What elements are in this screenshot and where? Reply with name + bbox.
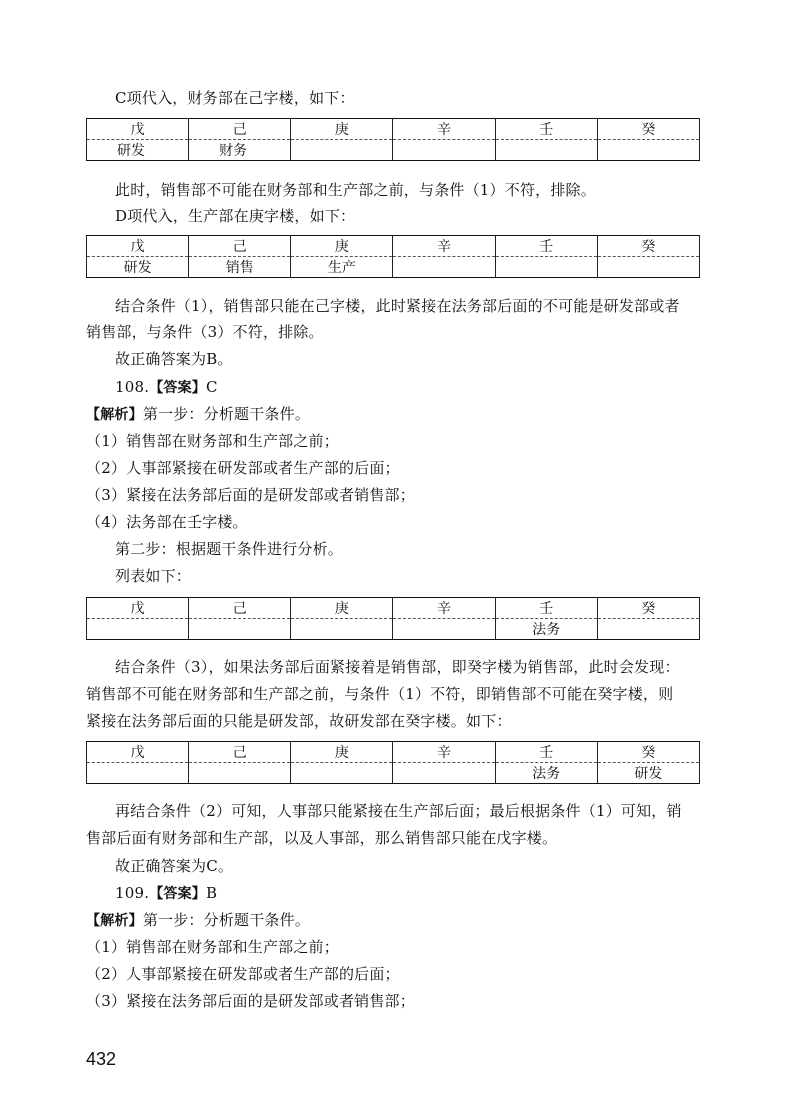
table-header-cell: 癸 [597, 119, 699, 140]
table-cell [393, 257, 495, 278]
table-cell: 生产 [291, 257, 393, 278]
paragraph: 售部后面有财务部和生产部，以及人事部，那么销售部只能在戊字楼。 [86, 829, 558, 847]
paragraph: 结合条件（1），销售部只能在己字楼，此时紧接在法务部后面的不可能是研发部或者 [115, 297, 680, 315]
building-table-3 [86, 597, 700, 640]
table-header-cell: 壬 [495, 236, 597, 257]
table-header-cell: 辛 [393, 119, 495, 140]
building-table-1 [86, 118, 700, 161]
table-cell: 研发 [87, 140, 189, 161]
table-header-cell: 戊 [87, 598, 189, 619]
table-cell [189, 763, 291, 784]
table-cell [597, 140, 699, 161]
paragraph: D项代入，生产部在庚字楼，如下： [115, 207, 356, 225]
paragraph: 结合条件（3），如果法务部后面紧接着是销售部，即癸字楼为销售部，此时会发现： [115, 658, 680, 676]
paragraph: 第二步：根据题干条件进行分析。 [115, 540, 344, 558]
table-header-cell: 戊 [87, 119, 189, 140]
table-cell [597, 619, 699, 640]
table-header-cell: 壬 [495, 742, 597, 763]
page-number: 432 [86, 1049, 117, 1069]
table-cell [291, 619, 393, 640]
table-cell [87, 619, 189, 640]
table-header-cell: 庚 [291, 236, 393, 257]
condition-line: （3）紧接在法务部后面的是研发部或者销售部； [86, 992, 415, 1010]
paragraph: C项代入，财务部在己字楼，如下： [115, 89, 355, 107]
paragraph: 故正确答案为B。 [115, 350, 233, 368]
table-cell: 法务 [495, 619, 597, 640]
table-header-cell: 癸 [597, 742, 699, 763]
table-cell [393, 140, 495, 161]
condition-line: （3）紧接在法务部后面的是研发部或者销售部； [86, 486, 415, 504]
table-cell: 研发 [597, 763, 699, 784]
condition-line: （2）人事部紧接在研发部或者生产部的后面； [86, 459, 400, 477]
question-number: 108. [115, 378, 150, 396]
answer-tag: 【答案】 [149, 380, 207, 396]
table-cell [393, 619, 495, 640]
table-cell: 销售 [189, 257, 291, 278]
table-cell [495, 257, 597, 278]
paragraph: 列表如下： [115, 567, 192, 585]
table-header-cell: 戊 [87, 236, 189, 257]
condition-line: （1）销售部在财务部和生产部之前； [86, 938, 339, 956]
table-cell [597, 257, 699, 278]
analysis-text: 第一步：分析题干条件。 [142, 911, 311, 929]
table-cell [393, 763, 495, 784]
table-header-cell: 辛 [393, 742, 495, 763]
condition-line: （1）销售部在财务部和生产部之前； [86, 432, 339, 450]
table-header-cell: 壬 [495, 598, 597, 619]
condition-line: （2）人事部紧接在研发部或者生产部的后面； [86, 965, 400, 983]
table-cell [87, 763, 189, 784]
analysis-line-108 [86, 404, 310, 425]
condition-line: （4）法务部在壬字楼。 [86, 513, 248, 531]
table-cell: 研发 [87, 257, 189, 278]
answer-line-109 [115, 883, 217, 904]
answer-value: C [206, 378, 218, 396]
table-header-cell: 辛 [393, 236, 495, 257]
table-header-cell: 癸 [597, 598, 699, 619]
paragraph: 销售部，与条件（3）不符，排除。 [86, 323, 324, 341]
paragraph: 销售部不可能在财务部和生产部之前，与条件（1）不符，即销售部不可能在癸字楼，则 [86, 685, 674, 703]
table-cell [495, 140, 597, 161]
table-header-cell: 庚 [291, 598, 393, 619]
paragraph: 此时，销售部不可能在财务部和生产部之前，与条件（1）不符，排除。 [115, 181, 596, 199]
table-header-cell: 辛 [393, 598, 495, 619]
table-cell [291, 763, 393, 784]
paragraph: 再结合条件（2）可知，人事部只能紧接在生产部后面；最后根据条件（1）可知，销 [115, 802, 682, 820]
answer-line-108 [115, 377, 218, 398]
answer-value: B [206, 884, 218, 902]
table-cell [189, 619, 291, 640]
building-table-2 [86, 235, 700, 278]
question-number: 109. [115, 884, 150, 902]
table-header-cell: 癸 [597, 236, 699, 257]
analysis-tag: 【解析】 [86, 407, 143, 423]
building-table-4 [86, 741, 700, 784]
table-cell [291, 140, 393, 161]
paragraph: 故正确答案为C。 [115, 857, 234, 875]
table-header-cell: 庚 [291, 119, 393, 140]
table-header-cell: 己 [189, 742, 291, 763]
paragraph: 紧接在法务部后面的只能是研发部，故研发部在癸字楼。如下： [86, 712, 512, 730]
analysis-tag: 【解析】 [86, 913, 143, 929]
analysis-line-109 [86, 910, 310, 931]
table-cell: 财务 [189, 140, 291, 161]
answer-tag: 【答案】 [149, 886, 207, 902]
table-header-cell: 戊 [87, 742, 189, 763]
table-header-cell: 己 [189, 598, 291, 619]
analysis-text: 第一步：分析题干条件。 [142, 405, 311, 423]
table-header-cell: 庚 [291, 742, 393, 763]
table-cell: 法务 [495, 763, 597, 784]
table-header-cell: 己 [189, 119, 291, 140]
table-header-cell: 壬 [495, 119, 597, 140]
table-header-cell: 己 [189, 236, 291, 257]
